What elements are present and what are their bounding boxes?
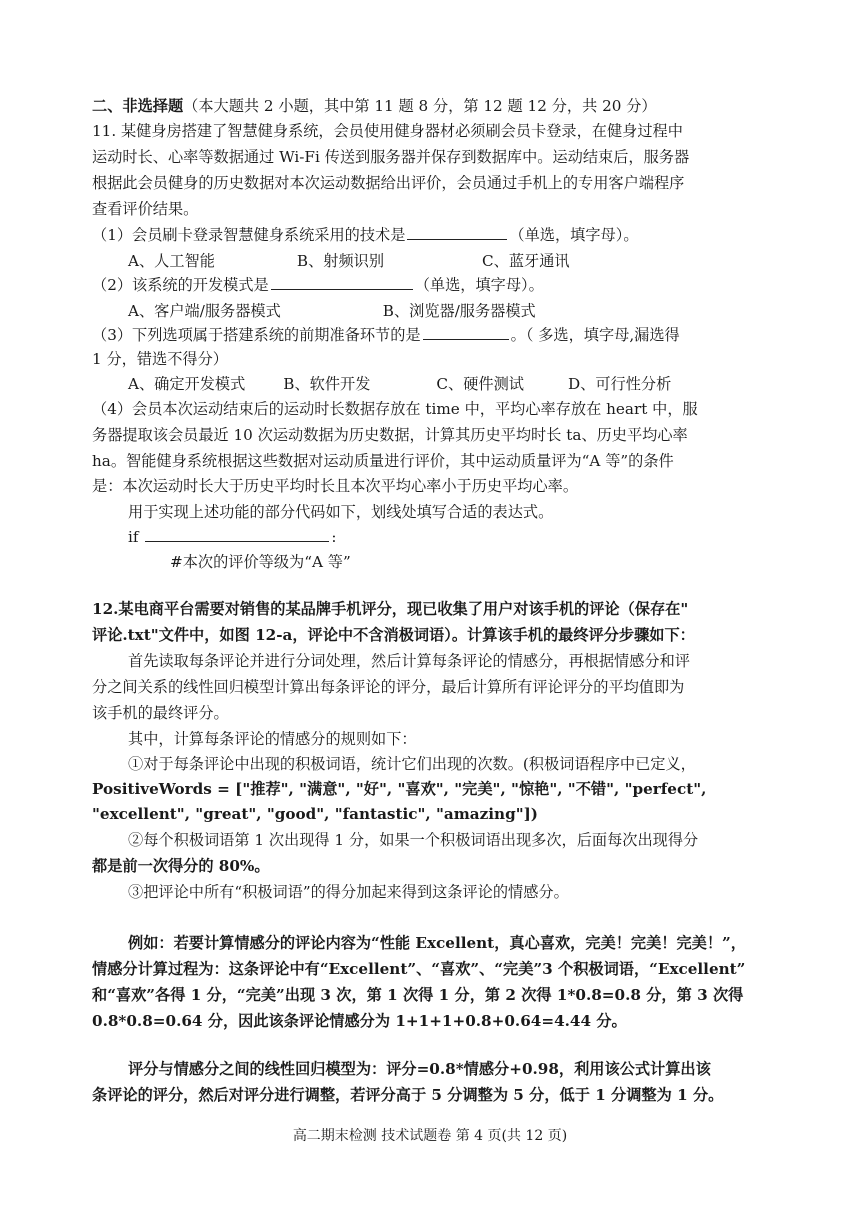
- q12-rule-3: ③把评论中所有“积极词语”的得分加起来得到这条评论的情感分。: [128, 883, 569, 901]
- answer-blank-1[interactable]: [407, 225, 507, 240]
- q12-line-text: 评论.txt"文件中，如图 12-a，评论中不含消极词语）。计算该手机的最终评分步骤如下：: [92, 626, 695, 644]
- option-b: B、射频识别: [296, 252, 385, 270]
- q12-example: 和“喜欢”各得 1 分，“完美”出现 3 次，第 1 次得 1 分，第 2 次得 1*0.8=0.8 分，第 3 次得: [92, 986, 744, 1004]
- q12-line: 首先读取每条评论并进行分词处理，然后计算每条评论的情感分，再根据情感分和评: [128, 652, 690, 670]
- q11-part2-text: （2）该系统的开发模式是: [92, 276, 269, 294]
- option-a: A、人工智能: [128, 252, 215, 270]
- q12-line: [92, 624, 695, 646]
- section-note: （本大题共 2 小题，其中第 11 题 8 分，第 12 题 12 分，共 20 分）: [183, 97, 657, 115]
- q11-part3-options: [128, 373, 671, 395]
- q11-part2-options: [128, 300, 536, 322]
- q11-intro-line: 运动时长、心率等数据通过 Wi-Fi 传送到服务器并保存到数据库中。运动结束后，服务器: [92, 148, 690, 166]
- q12-line: 其中，计算每条评论的情感分的规则如下：: [128, 730, 417, 748]
- q11-part4-line: ha。智能健身系统根据这些数据对运动质量进行评价，其中运动质量评为“A 等”的条件: [92, 452, 674, 470]
- code-comment: #本次的评价等级为“A 等”: [170, 553, 351, 571]
- q12-line: 12.某电商平台需要对销售的某品牌手机评分，现已收集了用户对该手机的评论（保存在": [92, 600, 689, 618]
- q12-example: 例如：若要计算情感分的评论内容为“性能 Excellent，真心喜欢，完美！完美！完美！”，: [128, 934, 746, 952]
- answer-blank-3[interactable]: [423, 325, 509, 340]
- q11-part4-line: 务器提取该会员最近 10 次运动数据为历史数据，计算其历史平均时长 ta、历史平均心率: [92, 426, 688, 444]
- q11-intro-line: 根据此会员健身的历史数据对本次运动数据给出评价，会员通过手机上的专用客户端程序: [92, 174, 685, 192]
- q12-example: 情感分计算过程为：这条评论中有“Excellent”、“喜欢”、“完美”3 个积极词语，“Excellent”: [92, 960, 746, 978]
- code-colon: :: [331, 528, 337, 546]
- section-heading: [92, 95, 657, 117]
- q12-rule-2: ②每个积极词语第 1 次出现得 1 分，如果一个积极词语出现多次，后面每次出现得分: [128, 831, 699, 849]
- option-c: C、蓝牙通讯: [482, 252, 570, 270]
- q11-part3: [92, 324, 680, 346]
- option-c: C、硬件测试: [436, 375, 524, 393]
- page-footer: 高二期末检测 技术试题卷 第 4 页(共 12 页): [292, 1128, 568, 1144]
- positive-words-def: "excellent", "great", "good", "fantastic", "amazing"]): [92, 805, 538, 823]
- positive-words-def: PositiveWords = ["推荐", "满意", "好", "喜欢", "完美", "惊艳", "不错", "perfect",: [92, 780, 707, 798]
- q11-code-intro: 用于实现上述功能的部分代码如下，划线处填写合适的表达式。: [128, 503, 554, 521]
- option-a: A、确定开发模式: [128, 375, 246, 393]
- section-title: 二、非选择题: [92, 97, 184, 115]
- q11-part1-text: （1）会员刷卡登录智慧健身系统采用的技术是: [92, 226, 406, 244]
- option-d: D、可行性分析: [567, 375, 672, 393]
- q12-rule-2-cont: 都是前一次得分的 80%。: [92, 857, 270, 875]
- q11-part1-options: [128, 250, 570, 272]
- q12-line: 分之间关系的线性回归模型计算出每条评论的评分，最后计算所有评论评分的平均值即为: [92, 678, 685, 696]
- q11-part1-suffix: （单选，填字母）。: [509, 226, 639, 244]
- q11-part2-suffix: （单选，填字母）。: [414, 276, 544, 294]
- q11-part4-line: 是：本次运动时长大于历史平均时长且本次平均心率小于历史平均心率。: [92, 477, 578, 495]
- q11-part1: [92, 224, 639, 246]
- code-if-line: [128, 526, 336, 548]
- q11-intro-line: 11. 某健身房搭建了智慧健身系统，会员使用健身器材必须刷会员卡登录，在健身过程中: [92, 122, 683, 140]
- q11-part4-line: （4）会员本次运动结束后的运动时长数据存放在 time 中，平均心率存放在 heart 中，服: [92, 400, 698, 418]
- q12-line: 该手机的最终评分。: [92, 704, 229, 722]
- option-b: B、软件开发: [283, 375, 371, 393]
- code-if-keyword: if: [128, 528, 139, 546]
- q11-part3-line2: 1 分，错选不得分）: [92, 350, 228, 368]
- option-b: B、浏览器/服务器模式: [382, 302, 536, 320]
- q11-part3-text: （3）下列选项属于搭建系统的前期准备环节的是: [92, 326, 421, 344]
- answer-blank-4[interactable]: [145, 527, 329, 542]
- q11-intro-line: 查看评价结果。: [92, 200, 199, 218]
- q12-model: 条评论的评分，然后对评分进行调整，若评分高于 5 分调整为 5 分，低于 1 分调整为 1 分。: [92, 1086, 724, 1104]
- q11-part2: [92, 274, 544, 296]
- answer-blank-2[interactable]: [271, 275, 413, 290]
- q11-part3-suffix: 。（ 多选，填字母,漏选得: [510, 326, 680, 344]
- option-a: A、客户端/服务器模式: [128, 302, 281, 320]
- q12-rule-1: ①对于每条评论中出现的积极词语，统计它们出现的次数。(积极词语程序中已定义，: [128, 755, 696, 773]
- q12-example: 0.8*0.8=0.64 分，因此该条评论情感分为 1+1+1+0.8+0.64=4.44 分。: [92, 1012, 627, 1030]
- q12-model: 评分与情感分之间的线性回归模型为：评分=0.8*情感分+0.98，利用该公式计算出该: [128, 1060, 711, 1078]
